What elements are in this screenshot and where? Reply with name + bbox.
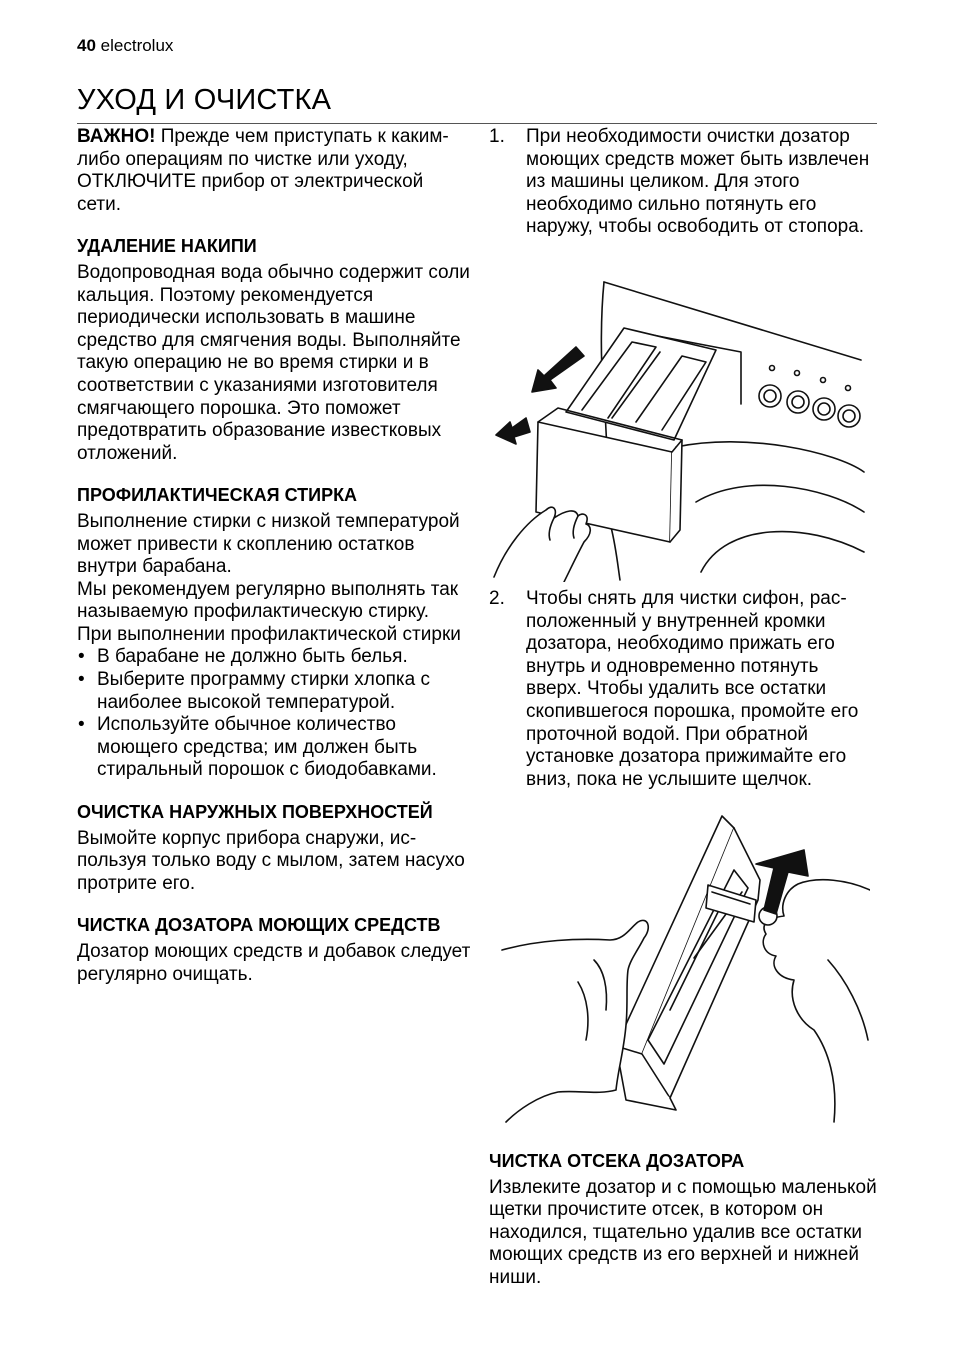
step-number: 2. [489, 588, 505, 609]
maintenance-wash-p3: При выполнении профилактической стирки [77, 623, 461, 645]
important-notice [77, 126, 472, 216]
page-header [77, 36, 173, 56]
important-text: Прежде чем приступать к каким-либо операциям по чистке или уходу, ОТКЛЮЧИТЕ прибор от электрической сети. [77, 126, 449, 215]
step-1 [489, 126, 879, 239]
section-heading-descaling: УДАЛЕНИЕ НАКИПИ [77, 236, 257, 257]
title-divider [77, 123, 877, 124]
list-item: • Используйте обычное количество моющего средства; им должен быть стиральный порошок с биодобавками. [77, 714, 472, 782]
maintenance-wash-p2: Мы рекомендуем регулярно выполнять так называемую профилактическую стирку. [77, 578, 459, 623]
dispenser-removal-illustration [486, 272, 866, 582]
step-text: При необходимости очистки дозатор моющих средств может быть извлечен из машины целиком. Для этого необходимо сильно потянуть его наружу, чтобы освободить от стопора. [526, 126, 870, 238]
brand-name: electrolux [100, 36, 174, 55]
page-number: 40 [77, 36, 96, 55]
section-heading-recess-cleaning: ЧИСТКА ОТСЕКА ДОЗАТОРА [489, 1151, 745, 1171]
siphon-removal-illustration [498, 810, 870, 1128]
section-heading-dispenser-cleaning: ЧИСТКА ДОЗАТОРА МОЮЩИХ СРЕДСТВ [77, 915, 441, 936]
recess-cleaning-section [489, 1150, 879, 1290]
list-item: • Выберите программу стирки хлопка с наиболее высокой температурой. [77, 669, 472, 714]
step-2 [489, 588, 879, 791]
recess-cleaning-text: Извлеките дозатор и с помощью маленькой щетки прочистите отсек, в котором он находился, тщательно удалив все остатки моющих средств из его верхней и нижней ниши. [489, 1176, 877, 1288]
left-column [77, 126, 472, 986]
control-knobs [759, 366, 860, 428]
step-number: 1. [489, 126, 505, 147]
section-heading-maintenance-wash: ПРОФИЛАКТИЧЕСКАЯ СТИРКА [77, 485, 358, 506]
section-heading-external-cleaning: ОЧИСТКА НАРУЖНЫХ ПОВЕРХНОСТЕЙ [77, 802, 433, 823]
maintenance-wash-p1: Выполнение стирки с низкой температурой может привести к скоплению остатков внутри барабана. [77, 510, 460, 578]
page-title: УХОД И ОЧИСТКА [77, 84, 332, 116]
descaling-text: Водопроводная вода обычно содержит соли кальция. Поэтому рекомендуется периодически использовать в машине средство для смягчения воды. Выполняйте такую операцию не во время стирки и в соответствии с указаниями изготовителя смягчающего порошка. Это поможет предотвратить образование известковых отложений. [77, 261, 470, 464]
dispenser-cleaning-text: Дозатор моющих средств и добавок следует регулярно очищать. [77, 941, 471, 985]
step-text: Чтобы снять для чистки сифон, расположенный у внутренней кромки дозатора, необходимо прижать его внутрь и одновременно потянуть вверх. Чтобы удалить все остатки скопившегося порошка, промойте его проточной водой. При обратной установке дозатора прижимайте его вниз, пока не услышите щелчок. [526, 588, 859, 790]
maintenance-wash-list [77, 646, 472, 782]
list-item: • В барабане не должно быть белья. [77, 646, 472, 669]
external-cleaning-text: Вымойте корпус прибора снаружи, используя только воду с мылом, затем насухо протрите его. [77, 827, 465, 894]
important-label: ВАЖНО! [77, 126, 156, 147]
